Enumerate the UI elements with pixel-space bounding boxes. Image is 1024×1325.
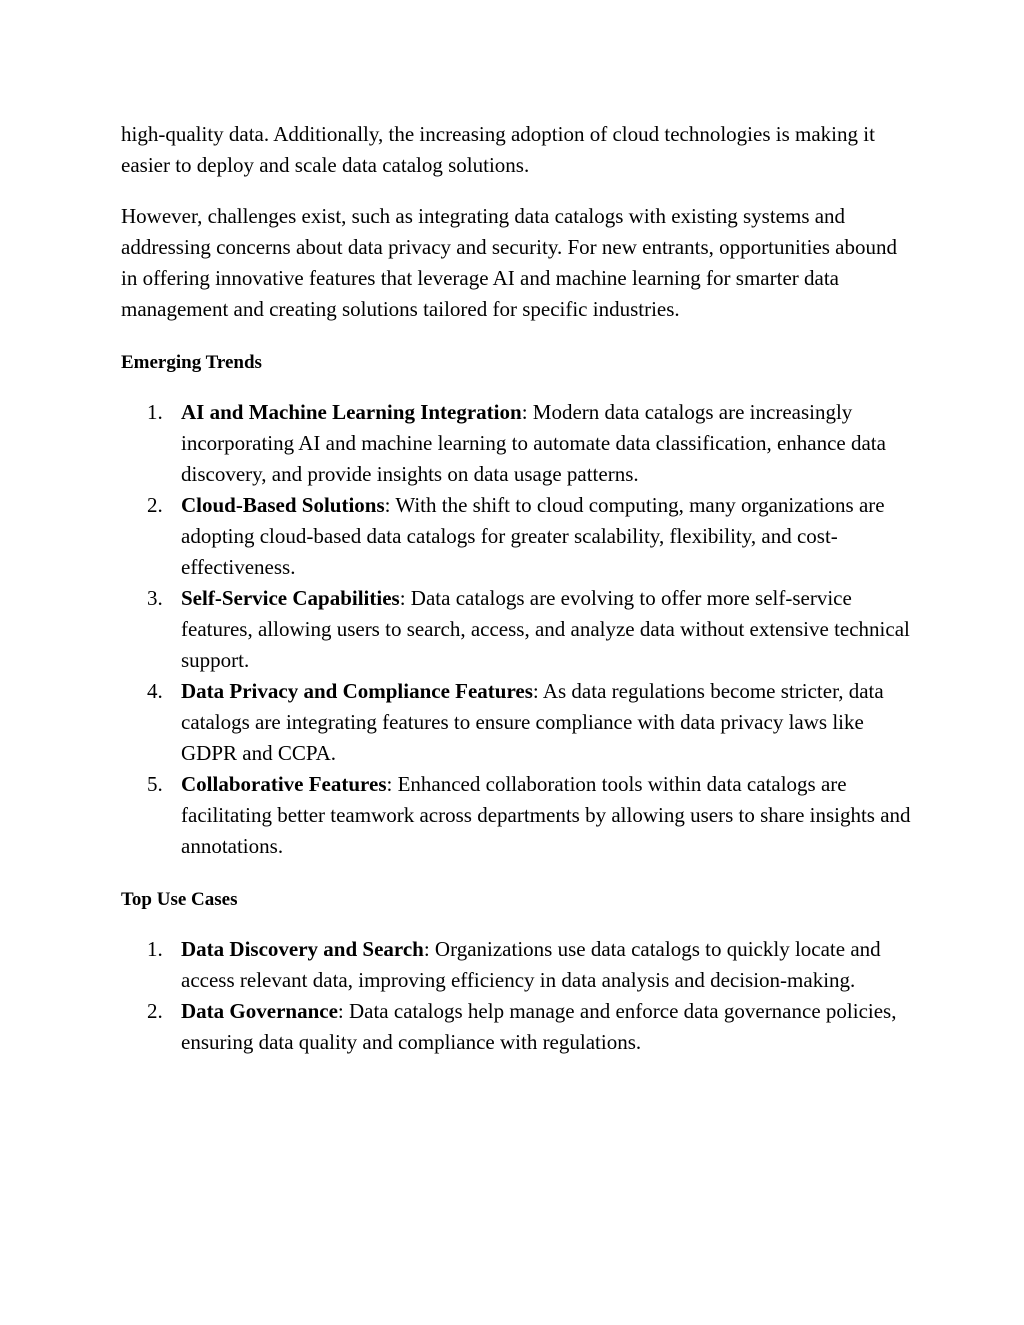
heading-emerging-trends: Emerging Trends: [121, 352, 262, 373]
list-item-term: AI and Machine Learning Integration: [181, 400, 522, 424]
list-item-term: Cloud-Based Solutions: [181, 493, 385, 517]
list-item-number: 1.: [147, 937, 163, 961]
list-item-text: : With the shift to cloud computing, many organizations are adopting cloud-based data catalogs for greater scalability, flexibility, and cost-effectiveness.: [181, 493, 885, 579]
list-item: [121, 676, 911, 769]
list-item-number: 2.: [147, 999, 163, 1023]
list-item-number: 3.: [147, 586, 163, 610]
list-item-number: 2.: [147, 493, 163, 517]
list-item-text: : Data catalogs are evolving to offer more self-service features, allowing users to search, access, and analyze data without extensive technical support.: [181, 586, 910, 672]
list-item: [121, 934, 911, 996]
list-item-text: : Organizations use data catalogs to quickly locate and access relevant data, improving efficiency in data analysis and decision-making.: [181, 937, 881, 992]
document-page: [121, 119, 911, 1058]
heading-top-use-cases: Top Use Cases: [121, 889, 238, 910]
list-item: [121, 397, 911, 490]
list-item-number: 4.: [147, 679, 163, 703]
list-item-text: : Modern data catalogs are increasingly incorporating AI and machine learning to automate data classification, enhance data discovery, and provide insights on data usage patterns.: [181, 400, 886, 486]
list-item-number: 5.: [147, 772, 163, 796]
list-item: [121, 583, 911, 676]
list-item-term: Data Discovery and Search: [181, 937, 424, 961]
emerging-trends-list: [121, 397, 911, 862]
list-item-text: : Data catalogs help manage and enforce data governance policies, ensuring data quality and compliance with regulations.: [181, 999, 897, 1054]
list-item-term: Collaborative Features: [181, 772, 387, 796]
top-use-cases-list: [121, 934, 911, 1058]
list-item-term: Self-Service Capabilities: [181, 586, 400, 610]
list-item-text: : Enhanced collaboration tools within data catalogs are facilitating better teamwork across departments by allowing users to share insights and annotations.: [181, 772, 911, 858]
list-item-term: Data Governance: [181, 999, 338, 1023]
list-item-term: Data Privacy and Compliance Features: [181, 679, 533, 703]
list-item: [121, 769, 911, 862]
list-item-text: : As data regulations become stricter, data catalogs are integrating features to ensure compliance with data privacy laws like GDPR and CCPA.: [181, 679, 884, 765]
paragraph-challenges: However, challenges exist, such as integrating data catalogs with existing systems and addressing concerns about data privacy and security. For new entrants, opportunities abound in offering innovative features that leverage AI and machine learning for smarter data management and creating solutions tailored for specific industries.: [121, 204, 898, 321]
paragraph-cloud-adoption: high-quality data. Additionally, the increasing adoption of cloud technologies is making it easier to deploy and scale data catalog solutions.: [121, 122, 875, 177]
list-item: [121, 996, 911, 1058]
list-item: [121, 490, 911, 583]
list-item-number: 1.: [147, 400, 163, 424]
